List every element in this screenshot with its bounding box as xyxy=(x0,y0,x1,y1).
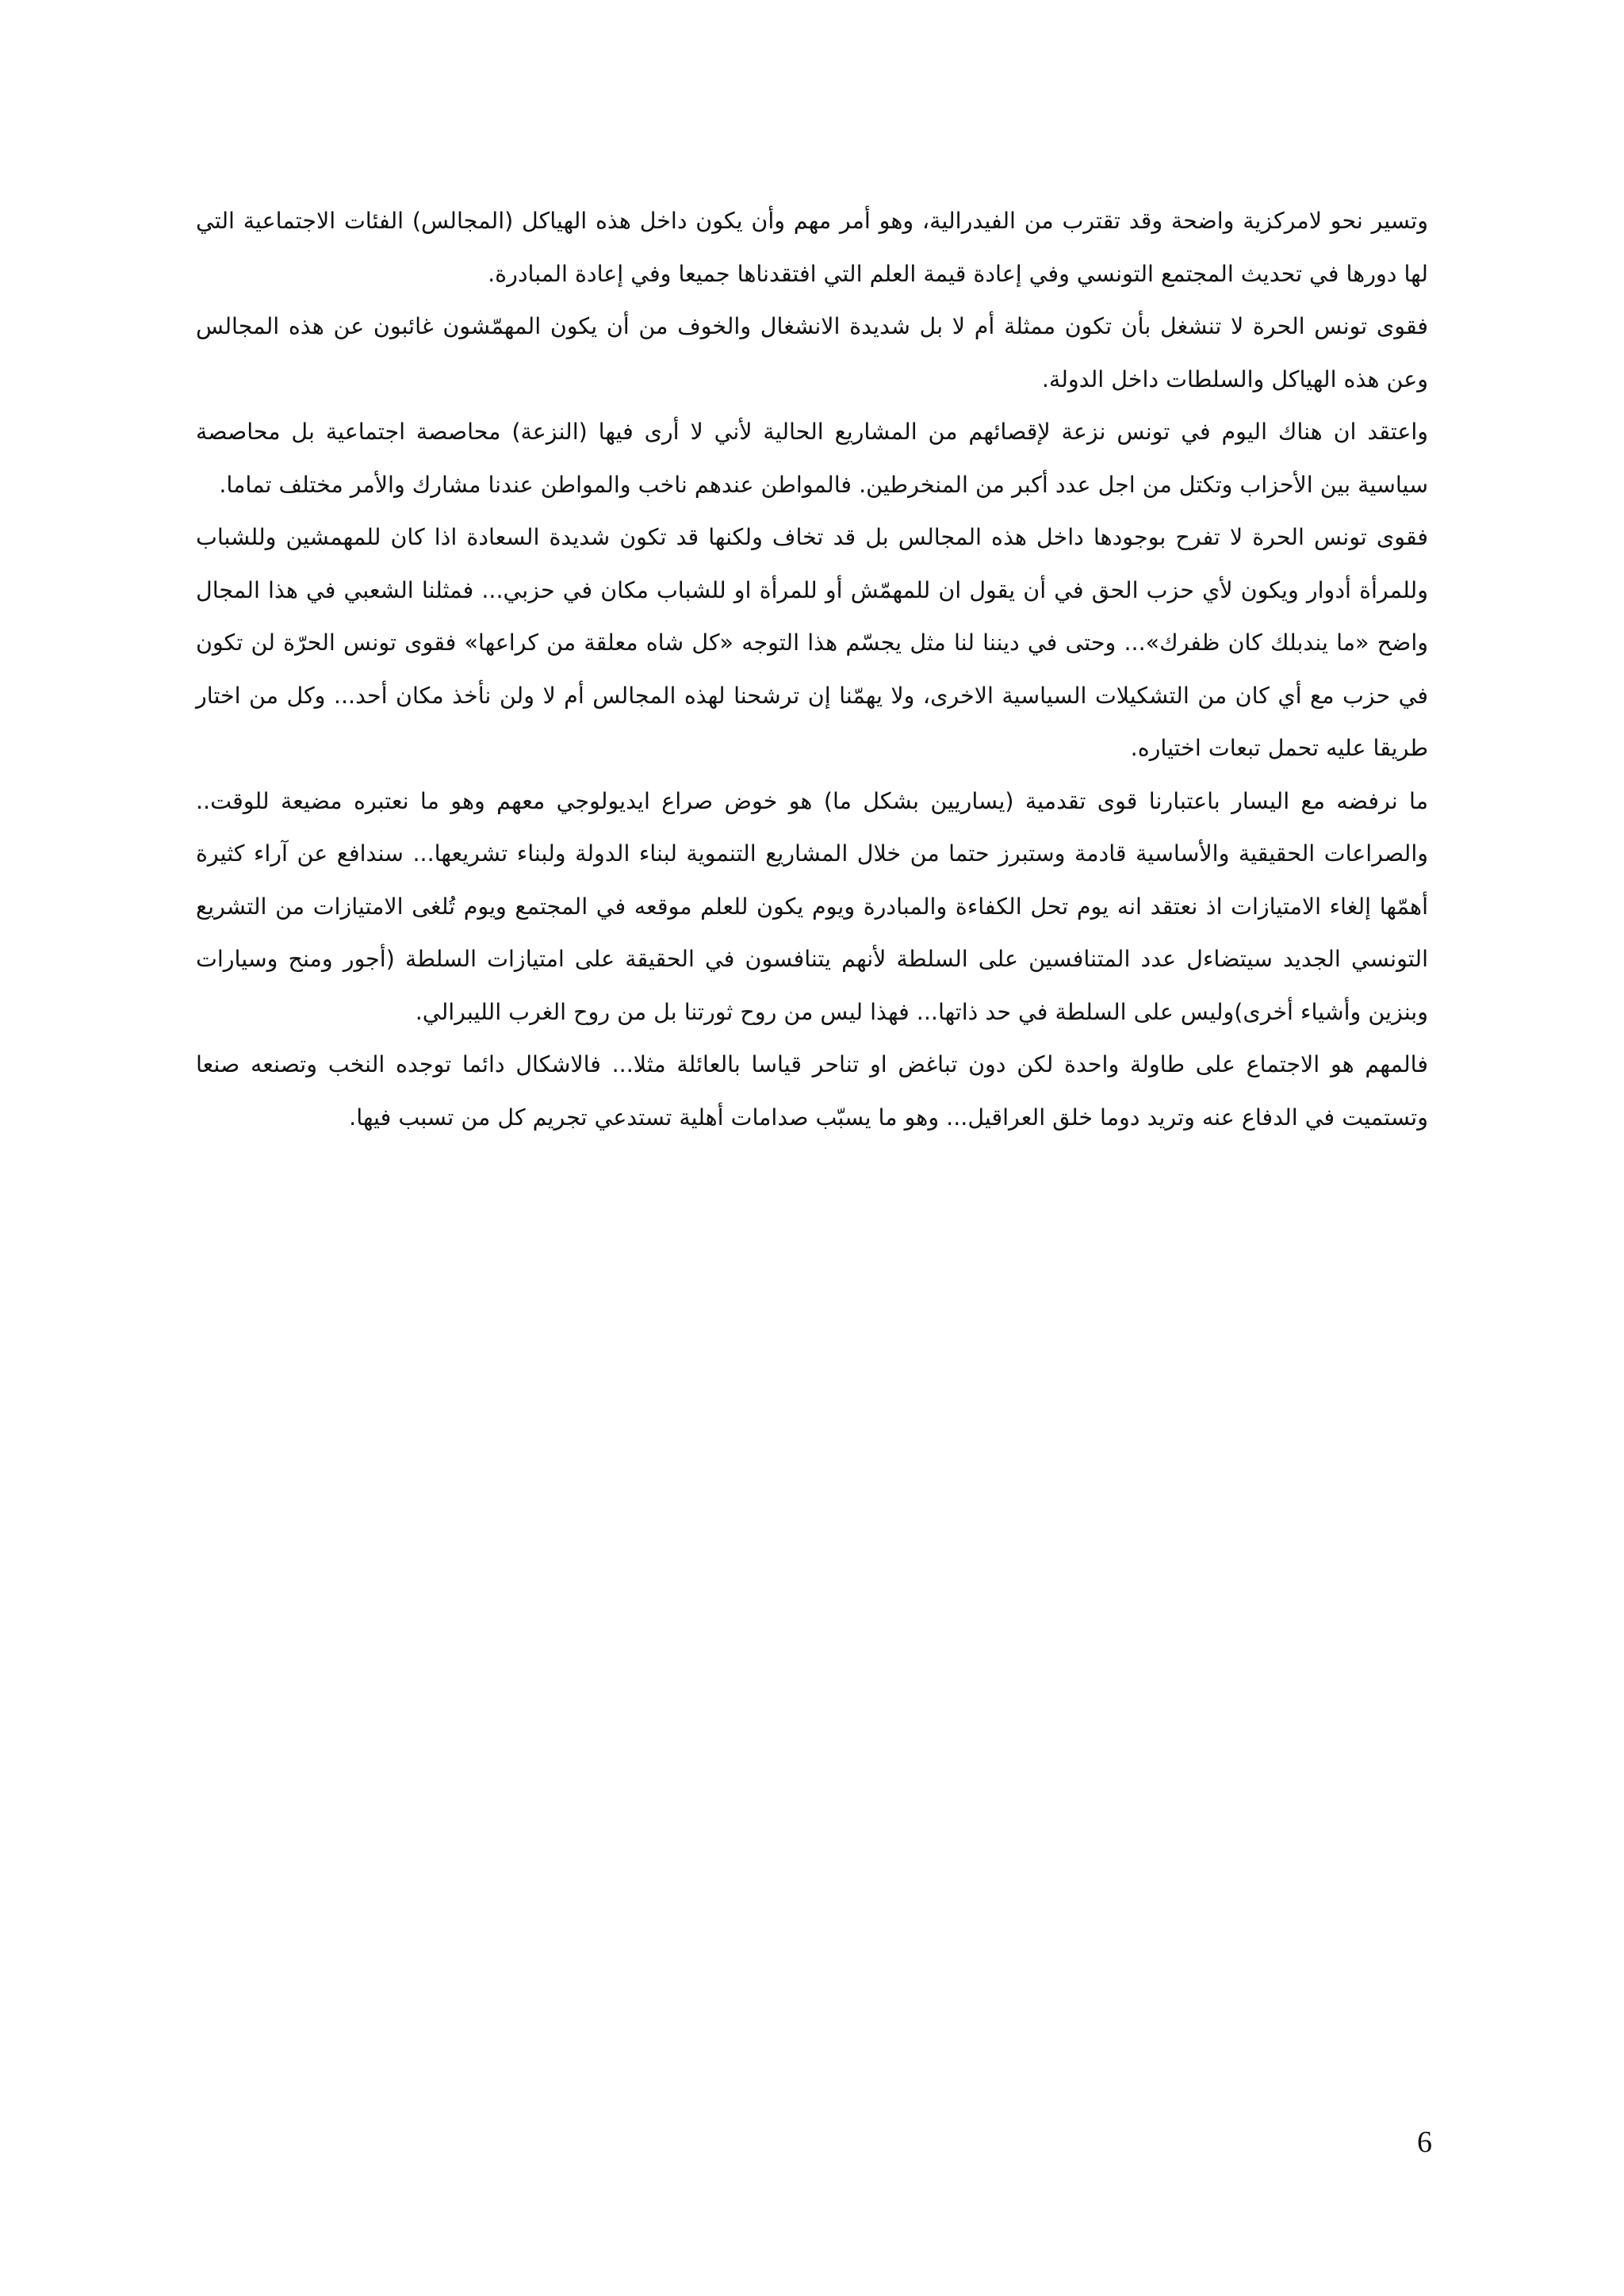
paragraph-4: فقوى تونس الحرة لا تفرح بوجودها داخل هذه المجالس بل قد تخاف ولكنها قد تكون شديدة السعادة اذا كان للمهمشين وللشباب وللمرأة أدوار ويكون لأي حزب الحق في أن يقول ان للمهمّش أو للمرأة او للشباب مكان في حزبي... فمثلنا الشعبي في هذا المجال واضح «ما يندبلك كان ظفرك»... وحتى في ديننا لنا مثل يجسّم هذا التوجه «كل شاه معلقة من كراعها» فقوى تونس الحرّة لن تكون في حزب مع أي كان من التشكيلات السياسية الاخرى، ولا يهمّنا إن ترشحنا لهذه المجالس أم لا ولن نأخذ مكان أحد... وكل من اختار طريقا عليه تحمل تبعات اختياره. xyxy=(196,524,1428,761)
paragraph-1: وتسير نحو لامركزية واضحة وقد تقترب من الفيدرالية، وهو أمر مهم وأن يكون داخل هذه الهياكل (المجالس) الفئات الاجتماعية التي لها دورها في تحديث المجتمع التونسي وفي إعادة قيمة العلم التي افتقدناها جميعا وفي إعادة المبادرة. xyxy=(196,208,1428,287)
paragraph-3: واعتقد ان هناك اليوم في تونس نزعة لإقصائهم من المشاريع الحالية لأني لا أرى فيها (النزعة) محاصصة اجتماعية بل محاصصة سياسية بين الأحزاب وتكتل من اجل عدد أكبر من المنخرطين. فالمواطن عندهم ناخب والمواطن عندنا مشارك والأمر مختلف تماما. xyxy=(196,419,1428,498)
article-body xyxy=(196,195,1428,1144)
paragraph-5: ما نرفضه مع اليسار باعتبارنا قوى تقدمية (يساريين بشكل ما) هو خوض صراع ايديولوجي معهم وهو ما نعتبره مضيعة للوقت.. والصراعات الحقيقية والأساسية قادمة وستبرز حتما من خلال المشاريع التنموية لبناء الدولة ولبناء تشريعها... سندافع عن آراء كثيرة أهمّها إلغاء الامتيازات اذ نعتقد انه يوم تحل الكفاءة والمبادرة ويوم يكون للعلم موقعه في المجتمع ويوم تُلغى الامتيازات من التشريع التونسي الجديد سيتضاءل عدد المتنافسين على السلطة لأنهم يتنافسون في الحقيقة على امتيازات السلطة (أجور ومنح وسيارات وبنزين وأشياء أخرى)وليس على السلطة في حد ذاتها... فهذا ليس من روح ثورتنا بل من روح الغرب الليبرالي. xyxy=(196,787,1428,1025)
page-number: 6 xyxy=(1417,2126,1432,2159)
paragraph-6: فالمهم هو الاجتماع على طاولة واحدة لكن دون تباغض او تناحر قياسا بالعائلة مثلا... فالاشكال دائما توجده النخب وتصنعه صنعا وتستميت في الدفاع عنه وتريد دوما خلق العراقيل... وهو ما يسبّب صدامات أهلية تستدعي تجريم كل من تسبب فيها. xyxy=(196,1051,1428,1131)
paragraph-2: فقوى تونس الحرة لا تنشغل بأن تكون ممثلة أم لا بل شديدة الانشغال والخوف من أن يكون المهمّشون غائبون عن هذه المجالس وعن هذه الهياكل والسلطات داخل الدولة. xyxy=(196,313,1428,392)
